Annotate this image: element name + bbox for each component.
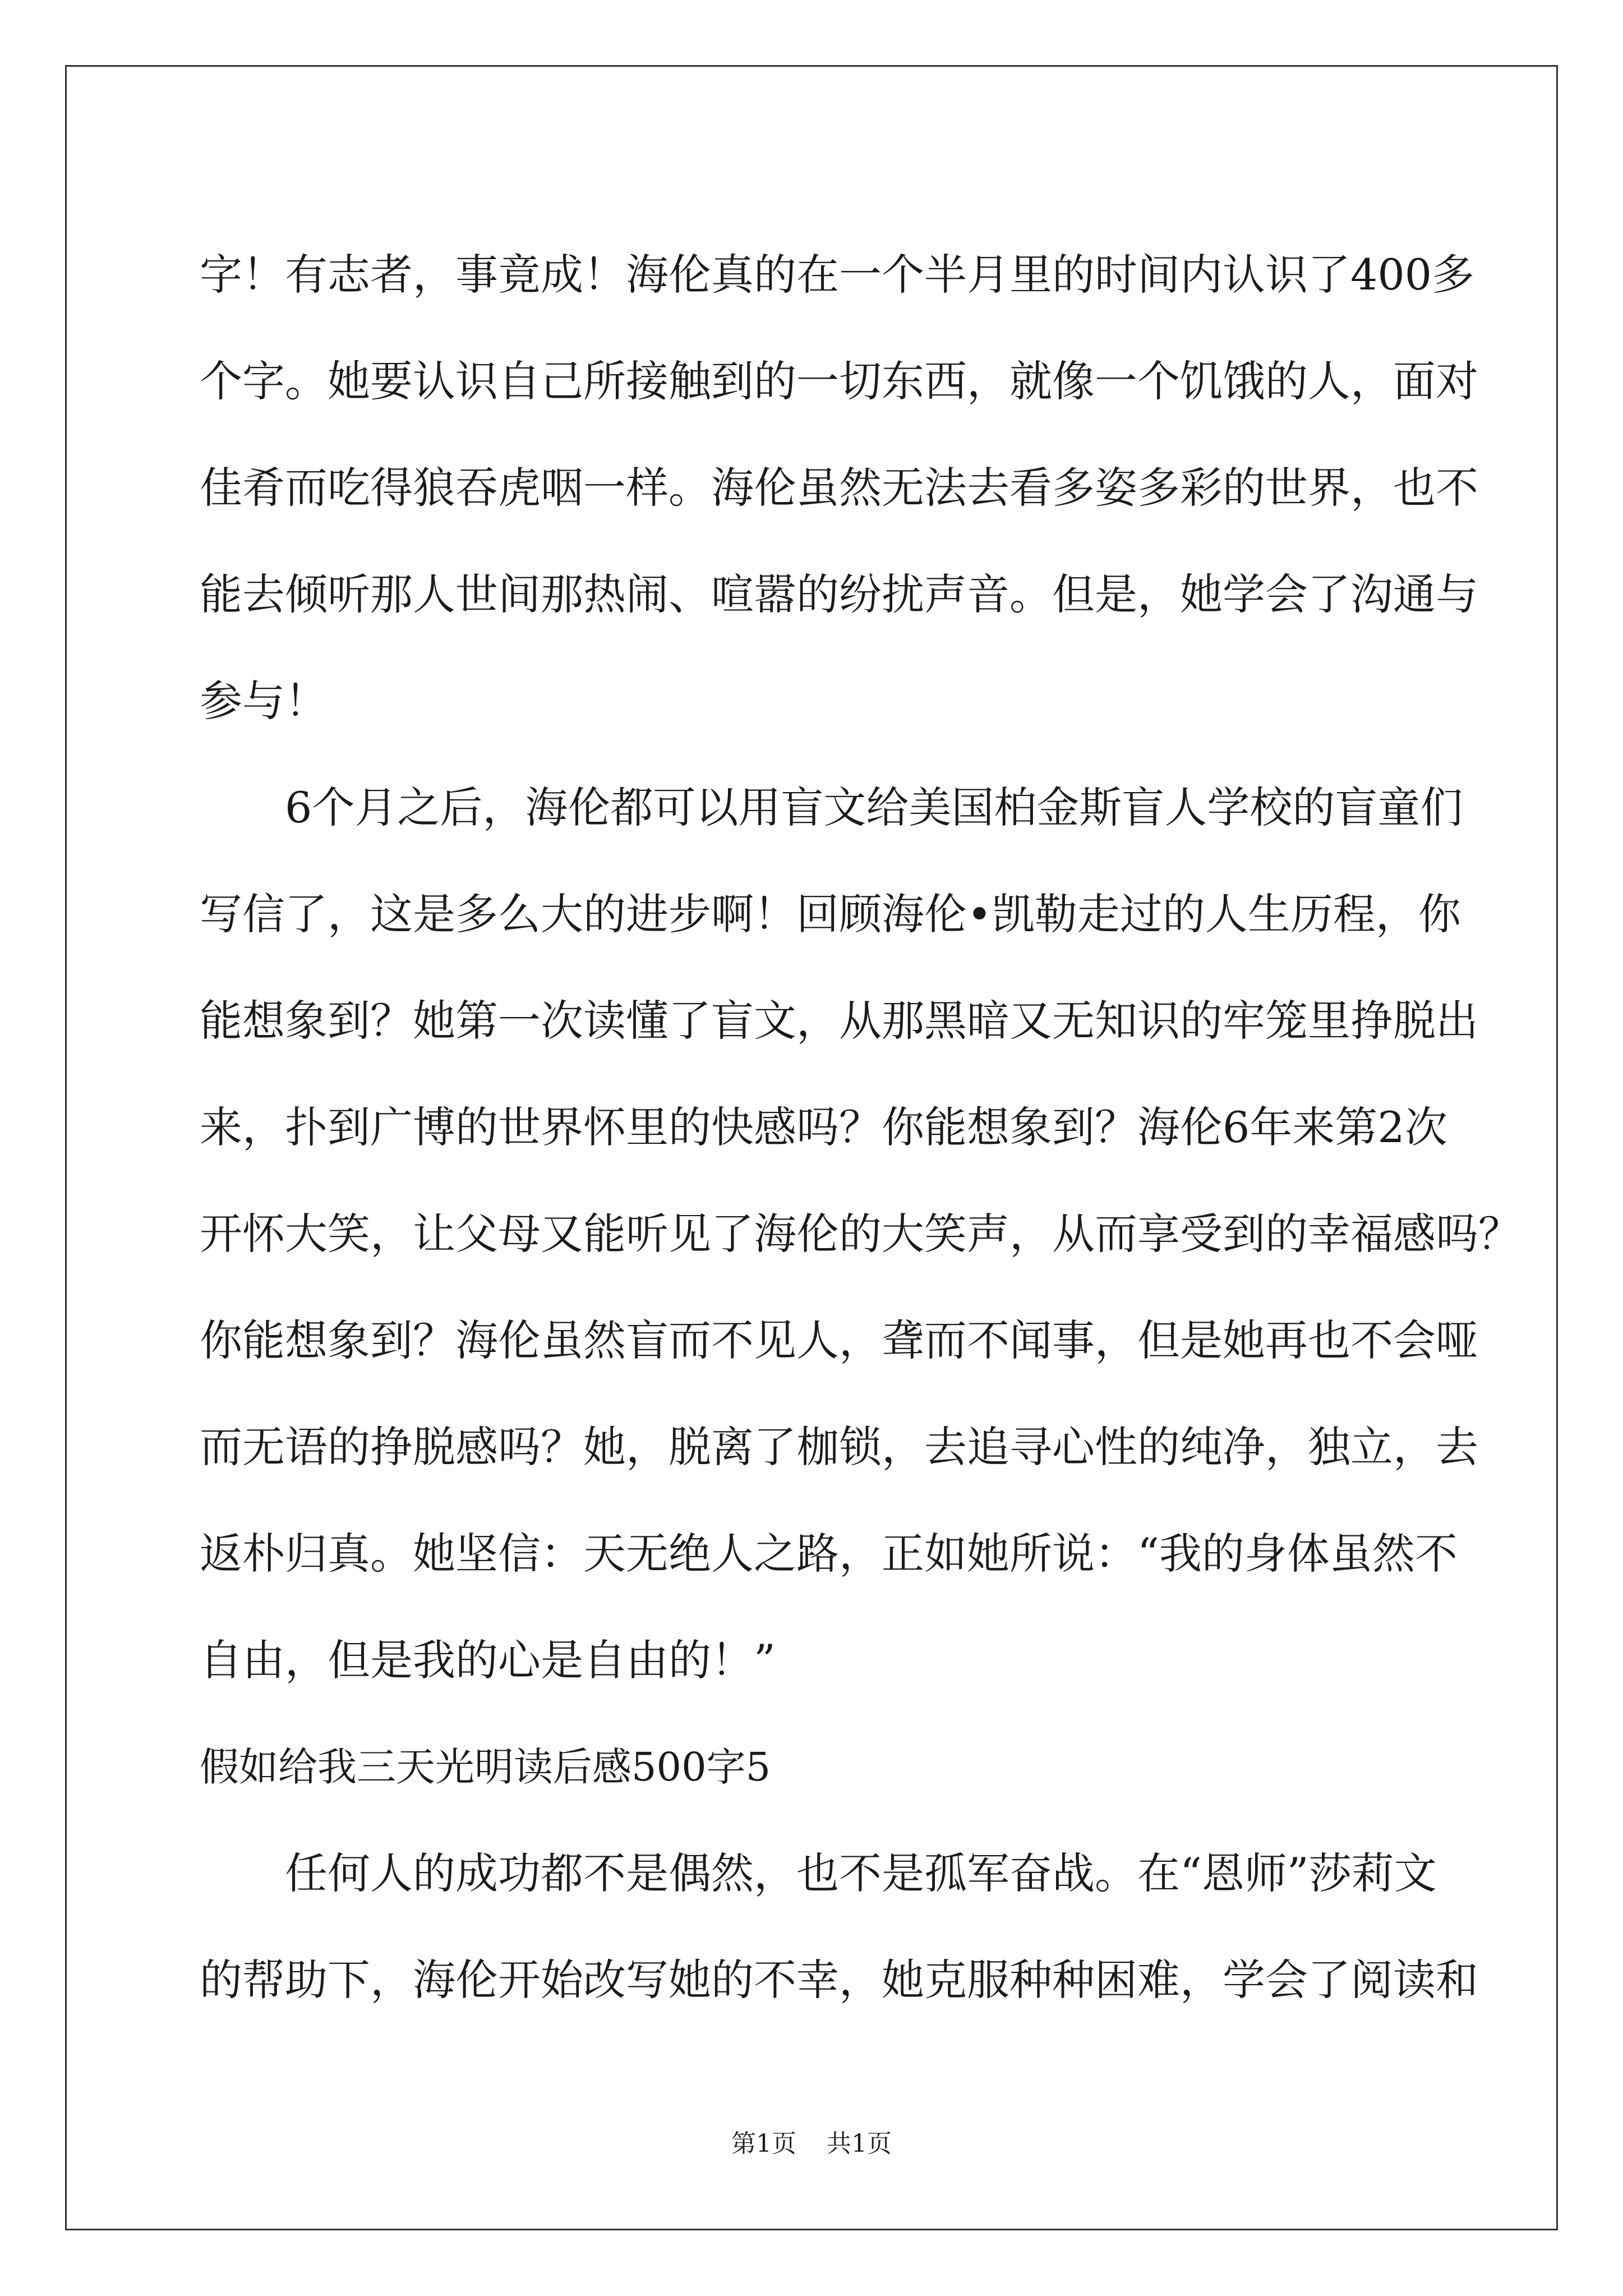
text-line: 返朴归真。她坚信：天无绝人之路，正如她所说：“我的身体虽然不 [200, 1529, 1458, 1579]
paragraph-start-line: 6个月之后，海伦都可以用盲文给美国柏金斯盲人学校的盲童们 [285, 783, 1463, 832]
text-line: 能想象到？她第一次读懂了盲文，从那黑暗又无知识的牢笼里挣脱出 [200, 996, 1478, 1046]
page-footer [0, 2127, 1623, 2161]
page-number: 第1页 [731, 2129, 796, 2158]
text-line: 来，扑到广博的世界怀里的快感吗？你能想象到？海伦6年来第2次 [200, 1102, 1447, 1152]
page-total: 共1页 [827, 2129, 892, 2158]
text-line: 写信了，这是多么大的进步啊！回顾海伦•凯勒走过的人生历程，你 [200, 889, 1461, 939]
text-line: 能去倾听那人世间那热闹、喧嚣的纷扰声音。但是，她学会了沟通与 [200, 569, 1478, 619]
text-line: 参与！ [200, 676, 328, 726]
text-line: 你能想象到？海伦虽然盲而不见人，聋而不闻事，但是她再也不会哑 [200, 1315, 1478, 1365]
text-line: 而无语的挣脱感吗？她，脱离了枷锁，去追寻心性的纯净，独立，去 [200, 1422, 1478, 1472]
text-line: 自由，但是我的心是自由的！” [200, 1635, 776, 1685]
paragraph-start-line: 任何人的成功都不是偶然，也不是孤军奋战。在“恩师”莎莉文 [285, 1848, 1437, 1898]
section-heading: 假如给我三天光明读后感500字5 [200, 1744, 771, 1790]
text-line: 字！有志者，事竟成！海伦真的在一个半月里的时间内认识了400多 [200, 250, 1475, 300]
text-line: 的帮助下，海伦开始改写她的不幸，她克服种种困难，学会了阅读和 [200, 1955, 1478, 2005]
document-body [200, 222, 1521, 2033]
text-line: 佳肴而吃得狼吞虎咽一样。海伦虽然无法去看多姿多彩的世界，也不 [200, 463, 1478, 513]
text-line: 开怀大笑，让父母又能听见了海伦的大笑声，从而享受到的幸福感吗？ [200, 1209, 1521, 1259]
text-line: 个字。她要认识自己所接触到的一切东西，就像一个饥饿的人，面对 [200, 356, 1478, 406]
